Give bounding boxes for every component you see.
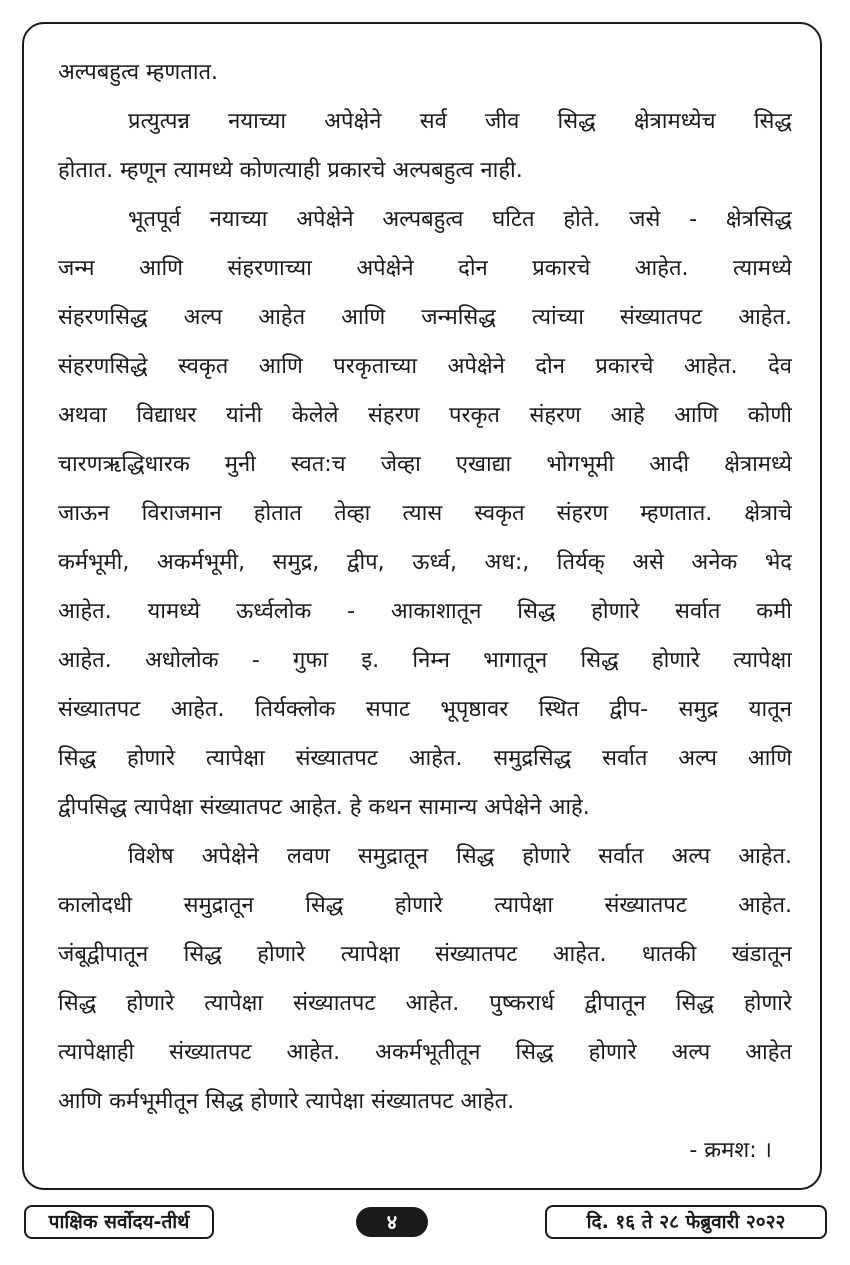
text-line: आहेत. यामध्ये ऊर्ध्वलोक - आकाशातून सिद्ध होणारे सर्वात कमी (58, 599, 792, 624)
text-line: जन्म आणि संहरणाच्या अपेक्षेने दोन प्रकारचे आहेत. त्यामध्ये (58, 256, 792, 281)
article-body (58, 48, 792, 1175)
publication-name: पाक्षिक सर्वोदय-तीर्थ (24, 1205, 214, 1239)
text-line: भूतपूर्व नयाच्या अपेक्षेने अल्पबहुत्व घटित होते. जसे - क्षेत्रसिद्ध (128, 207, 792, 232)
text-line: विशेष अपेक्षेने लवण समुद्रातून सिद्ध होणारे सर्वात अल्प आहेत. (128, 844, 792, 869)
text-line: अल्पबहुत्व म्हणतात. (58, 60, 219, 85)
text-line: संख्यातपट आहेत. तिर्यक्लोक सपाट भूपृष्ठावर स्थित द्वीप- समुद्र यातून (58, 697, 792, 722)
text-line: जंबूद्वीपातून सिद्ध होणारे त्यापेक्षा संख्यातपट आहेत. धातकी खंडातून (58, 942, 792, 967)
text-line: त्यापेक्षाही संख्यातपट आहेत. अकर्मभूतीतून सिद्ध होणारे अल्प आहेत (58, 1040, 792, 1065)
text-line: सिद्ध होणारे त्यापेक्षा संख्यातपट आहेत. समुद्रसिद्ध सर्वात अल्प आणि (58, 746, 792, 771)
text-line: अथवा विद्याधर यांनी केलेले संहरण परकृत संहरण आहे आणि कोणी (58, 403, 792, 428)
issue-date: दि. १६ ते २८ फेब्रुवारी २०२२ (545, 1205, 827, 1239)
continued-marker: - क्रमश: । (689, 1138, 772, 1163)
text-line: संहरणसिद्धे स्वकृत आणि परकृताच्या अपेक्षेने दोन प्रकारचे आहेत. देव (58, 354, 792, 379)
text-line: संहरणसिद्ध अल्प आहेत आणि जन्मसिद्ध त्यांच्या संख्यातपट आहेत. (58, 305, 792, 330)
text-line: चारणऋद्धिधारक मुनी स्वत:च जेव्हा एखाद्या भोगभूमी आदी क्षेत्रामध्ये (58, 452, 792, 477)
text-line: प्रत्युत्पन्न नयाच्या अपेक्षेने सर्व जीव सिद्ध क्षेत्रामध्येच सिद्ध (128, 109, 792, 134)
text-line: आहेत. अधोलोक - गुफा इ. निम्न भागातून सिद्ध होणारे त्यापेक्षा (58, 648, 792, 673)
text-line: कर्मभूमी, अकर्मभूमी, समुद्र, द्वीप, ऊर्ध्व, अध:, तिर्यक् असे अनेक भेद (58, 550, 792, 575)
text-line: होतात. म्हणून त्यामध्ये कोणत्याही प्रकारचे अल्पबहुत्व नाही. (58, 158, 523, 183)
text-line: जाऊन विराजमान होतात तेव्हा त्यास स्वकृत संहरण म्हणतात. क्षेत्राचे (58, 501, 792, 526)
text-line: आणि कर्मभूमीतून सिद्ध होणारे त्यापेक्षा संख्यातपट आहेत. (58, 1089, 515, 1114)
text-line: द्वीपसिद्ध त्यापेक्षा संख्यातपट आहेत. हे कथन सामान्य अपेक्षेने आहे. (58, 795, 590, 820)
page-number: ४ (356, 1207, 428, 1237)
text-line: कालोदधी समुद्रातून सिद्ध होणारे त्यापेक्षा संख्यातपट आहेत. (58, 893, 792, 918)
text-line: सिद्ध होणारे त्यापेक्षा संख्यातपट आहेत. पुष्करार्ध द्वीपातून सिद्ध होणारे (58, 991, 792, 1016)
